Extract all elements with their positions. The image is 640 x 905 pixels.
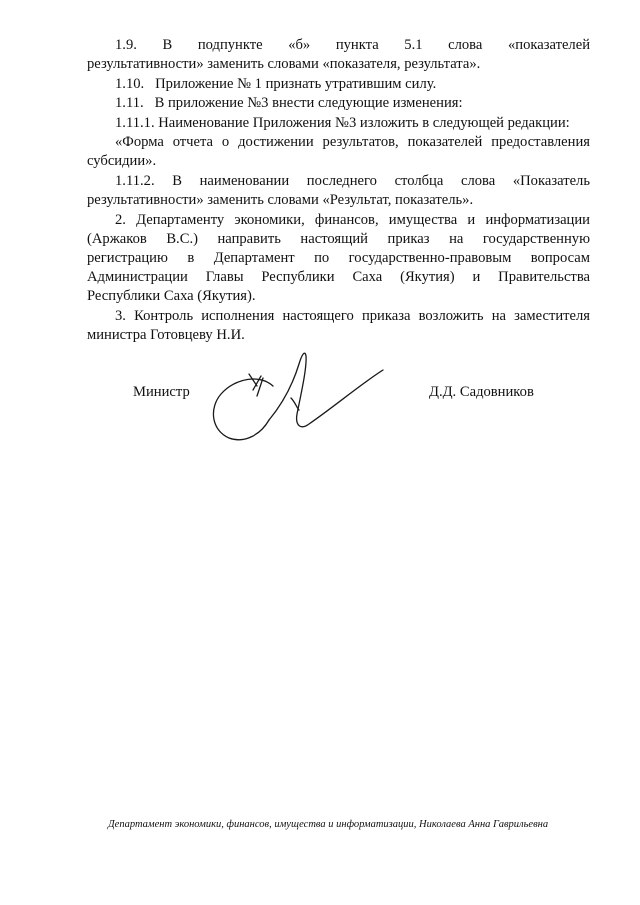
paragraph-2-line3: регистрацию в Департамент по государственно-правовым вопросам: [87, 250, 590, 266]
paragraph-1-10: 1.10. Приложение № 1 признать утратившим силу.: [115, 76, 437, 92]
signatory-title: Министр: [133, 384, 190, 400]
paragraph-1-9-line1: 1.9. В подпункте «б» пункта 5.1 слова «показателей: [115, 37, 590, 53]
paragraph-1-11-2-line2: результативности» заменить словами «Результат, показатель».: [87, 192, 474, 208]
paragraph-quote-line2: субсидии».: [87, 153, 157, 169]
handwritten-signature: [205, 350, 395, 445]
paragraph-3-line2: министра Готовцеву Н.И.: [87, 327, 245, 343]
paragraph-2-line1: 2. Департаменту экономики, финансов, имущества и информатизации: [115, 212, 590, 228]
paragraph-1-11-2-line1: 1.11.2. В наименовании последнего столбца слова «Показатель: [115, 173, 590, 189]
paragraph-2-line4: Администрации Главы Республики Саха (Якутия) и Правительства: [87, 269, 590, 285]
paragraph-2-line2: (Аржаков В.С.) направить настоящий приказ на государственную: [87, 231, 590, 247]
paragraph-1-11-1: 1.11.1. Наименование Приложения №3 изложить в следующей редакции:: [115, 115, 570, 131]
paragraph-2-line5: Республики Саха (Якутия).: [87, 288, 256, 304]
paragraph-3-line1: 3. Контроль исполнения настоящего приказа возложить на заместителя: [115, 308, 590, 324]
paragraph-1-11: 1.11. В приложение №3 внести следующие изменения:: [115, 95, 463, 111]
footer-note: Департамент экономики, финансов, имущества и информатизации, Николаева Анна Гаврильевна: [108, 819, 549, 830]
paragraph-1-9-line2: результативности» заменить словами «показателя, результата».: [87, 56, 481, 72]
paragraph-quote-line1: «Форма отчета о достижении результатов, показателей предоставления: [115, 134, 590, 150]
signatory-name: Д.Д. Садовников: [429, 384, 534, 400]
